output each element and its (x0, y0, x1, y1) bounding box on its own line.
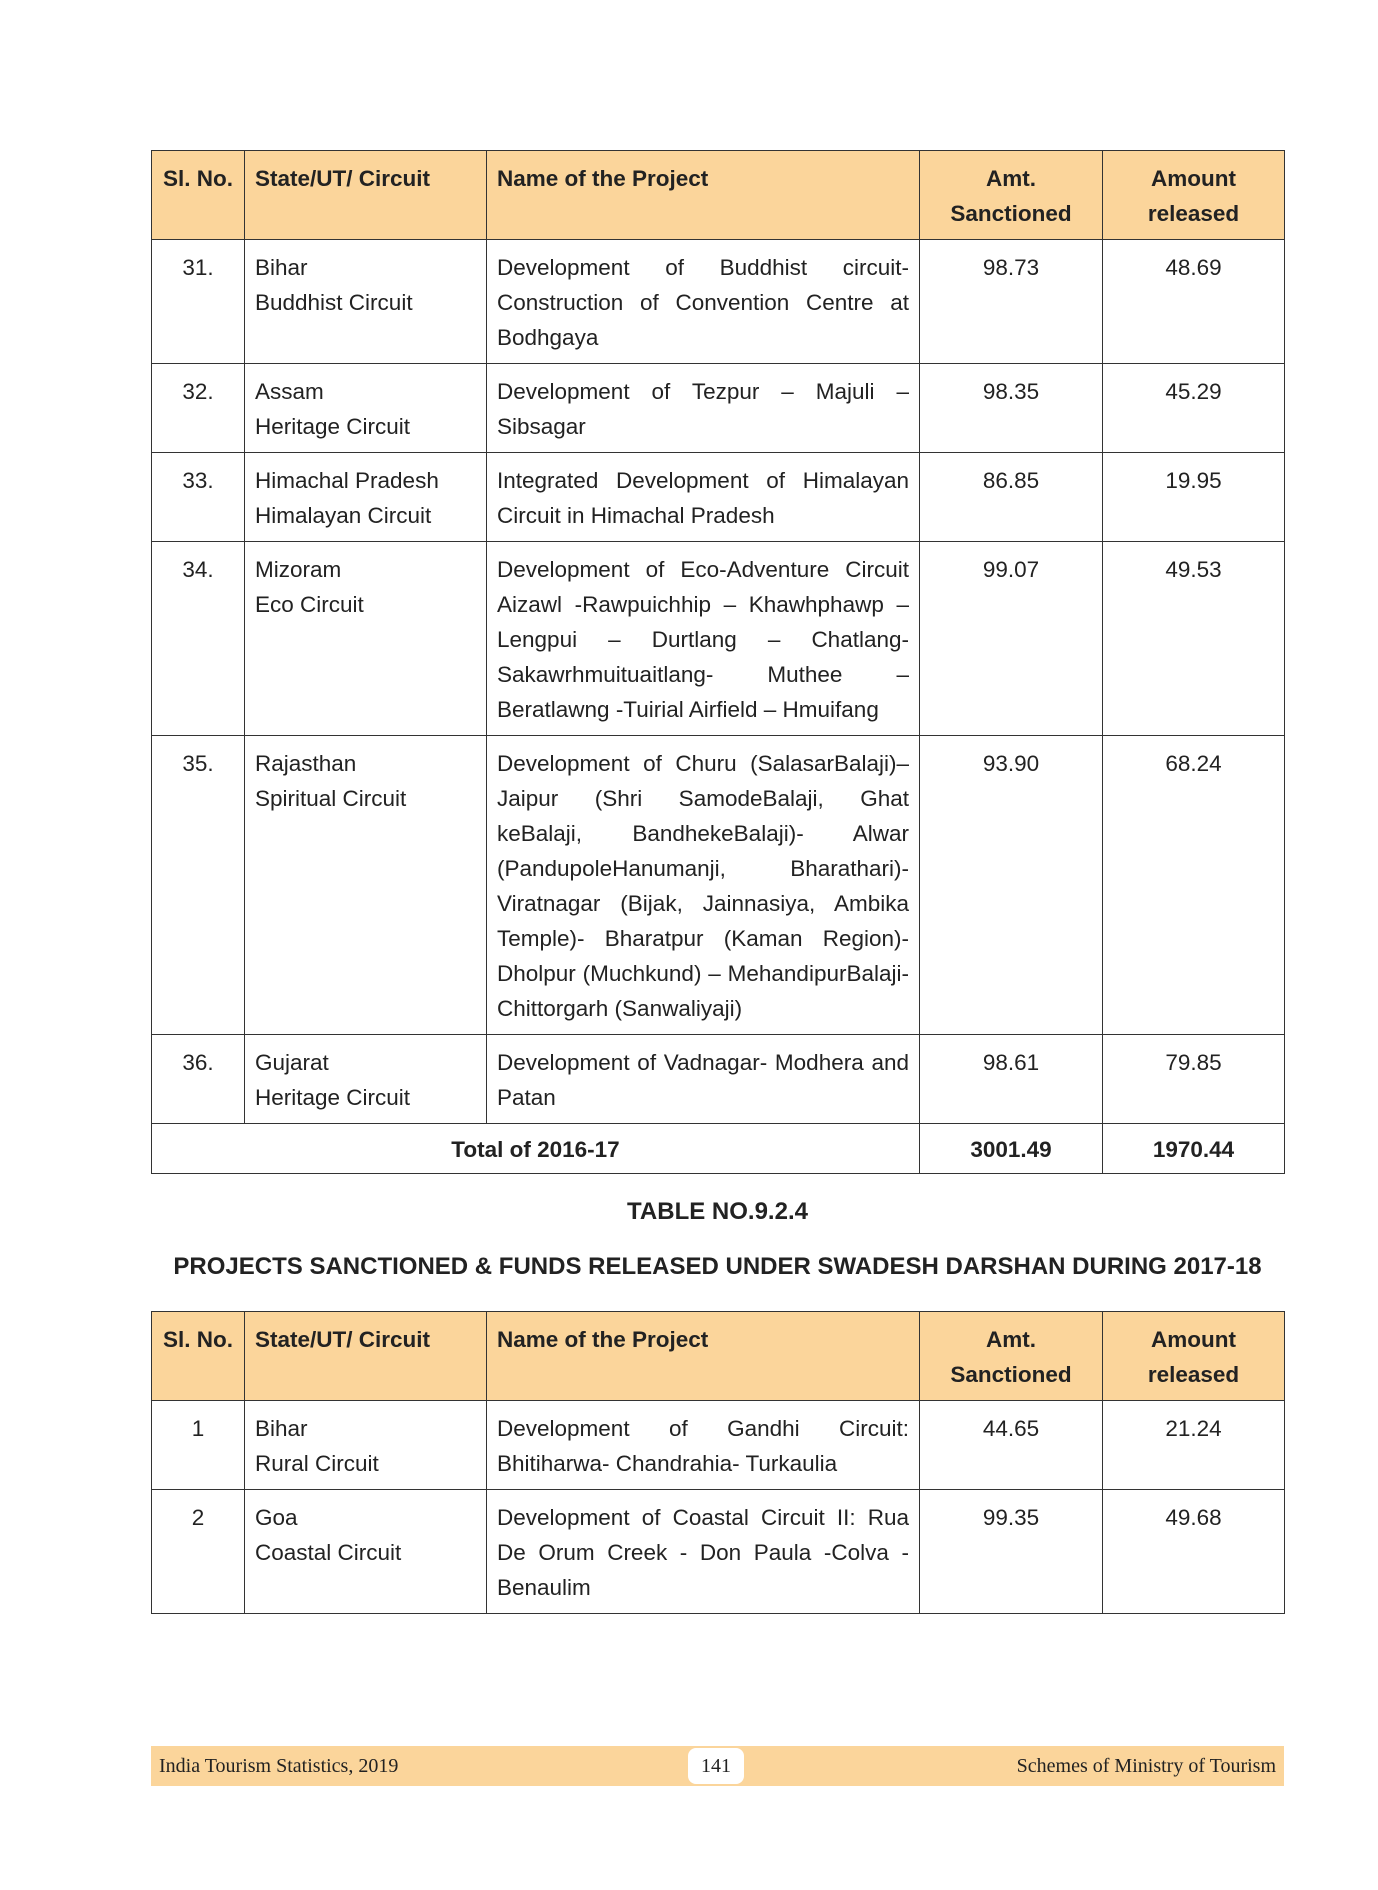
state-circuit-cell: Gujarat Heritage Circuit (245, 1035, 487, 1124)
col-header-project-name: Name of the Project (487, 1312, 920, 1401)
sanctioned-cell: 99.35 (920, 1490, 1103, 1614)
project-name-cell: Development of Vadnagar- Modhera and Patan (487, 1035, 920, 1124)
state-circuit-cell: Goa Coastal Circuit (245, 1490, 487, 1614)
table-row (152, 736, 1285, 1035)
table-row (152, 1401, 1285, 1490)
sl-no-cell: 34. (152, 542, 245, 736)
released-cell: 48.69 (1103, 240, 1285, 364)
table-header-row (152, 151, 1285, 240)
total-sanctioned: 3001.49 (920, 1124, 1103, 1174)
sanctioned-cell: 99.07 (920, 542, 1103, 736)
col-header-project-name: Name of the Project (487, 151, 920, 240)
released-cell: 21.24 (1103, 1401, 1285, 1490)
project-name-cell: Development of Gandhi Circuit: Bhitiharwa- Chandrahia- Turkaulia (487, 1401, 920, 1490)
released-cell: 49.68 (1103, 1490, 1285, 1614)
col-header-state-circuit: State/UT/ Circuit (245, 1312, 487, 1401)
project-name-cell: Development of Churu (SalasarBalaji)– Jaipur (Shri SamodeBalaji, Ghat keBalaji, BandhekeBalaji)- Alwar (PandupoleHanumanji, Bharathari)- Viratnagar (Bijak, Jainnasiya, Ambika Temple)- Bharatpur (Kaman Region)- Dholpur (Muchkund) – MehandipurBalaji- Chittorgarh (Sanwaliyaji) (487, 736, 920, 1035)
sl-no-cell: 1 (152, 1401, 245, 1490)
project-name-cell: Development of Eco-Adventure Circuit Aizawl -Rawpuichhip – Khawhphawp – Lengpui – Durtlang – Chatlang- Sakawrhmuituaitlang- Muthee – Beratlawng -Tuirial Airfield – Hmuifang (487, 542, 920, 736)
sanctioned-cell: 98.73 (920, 240, 1103, 364)
col-header-amount-released: Amount released (1103, 1312, 1285, 1401)
released-cell: 19.95 (1103, 453, 1285, 542)
projects-table-2017-18 (151, 1311, 1285, 1614)
sl-no-cell: 2 (152, 1490, 245, 1614)
state-circuit-cell: Rajasthan Spiritual Circuit (245, 736, 487, 1035)
col-header-amt-sanctioned: Amt. Sanctioned (920, 1312, 1103, 1401)
state-circuit-cell: Bihar Rural Circuit (245, 1401, 487, 1490)
col-header-sl-no: Sl. No. (152, 1312, 245, 1401)
sl-no-cell: 35. (152, 736, 245, 1035)
projects-table-2016-17 (151, 150, 1285, 1174)
sanctioned-cell: 98.61 (920, 1035, 1103, 1124)
total-row (152, 1124, 1285, 1174)
sanctioned-cell: 44.65 (920, 1401, 1103, 1490)
sanctioned-cell: 86.85 (920, 453, 1103, 542)
total-released: 1970.44 (1103, 1124, 1285, 1174)
col-header-amount-released: Amount released (1103, 151, 1285, 240)
sanctioned-cell: 93.90 (920, 736, 1103, 1035)
released-cell: 45.29 (1103, 364, 1285, 453)
page-footer (151, 1746, 1284, 1786)
state-circuit-cell: Bihar Buddhist Circuit (245, 240, 487, 364)
project-name-cell: Development of Tezpur – Majuli – Sibsagar (487, 364, 920, 453)
released-cell: 49.53 (1103, 542, 1285, 736)
project-name-cell: Development of Coastal Circuit II: Rua De Orum Creek - Don Paula -Colva - Benaulim (487, 1490, 920, 1614)
sl-no-cell: 31. (152, 240, 245, 364)
table-row (152, 364, 1285, 453)
footer-publication-title: India Tourism Statistics, 2019 (159, 1755, 399, 1777)
table-row (152, 240, 1285, 364)
table-row (152, 542, 1285, 736)
sl-no-cell: 33. (152, 453, 245, 542)
table-row (152, 1490, 1285, 1614)
col-header-amt-sanctioned: Amt. Sanctioned (920, 151, 1103, 240)
released-cell: 68.24 (1103, 736, 1285, 1035)
footer-chapter-title: Schemes of Ministry of Tourism (1016, 1755, 1276, 1777)
state-circuit-cell: Assam Heritage Circuit (245, 364, 487, 453)
sl-no-cell: 36. (152, 1035, 245, 1124)
table-subtitle-heading: PROJECTS SANCTIONED & FUNDS RELEASED UNDER SWADESH DARSHAN DURING 2017-18 (173, 1253, 1262, 1280)
sanctioned-cell: 98.35 (920, 364, 1103, 453)
project-name-cell: Development of Buddhist circuit- Construction of Convention Centre at Bodhgaya (487, 240, 920, 364)
project-name-cell: Integrated Development of Himalayan Circuit in Himachal Pradesh (487, 453, 920, 542)
col-header-state-circuit: State/UT/ Circuit (245, 151, 487, 240)
released-cell: 79.85 (1103, 1035, 1285, 1124)
page-number: 141 (688, 1748, 744, 1784)
table-row (152, 1035, 1285, 1124)
state-circuit-cell: Mizoram Eco Circuit (245, 542, 487, 736)
state-circuit-cell: Himachal Pradesh Himalayan Circuit (245, 453, 487, 542)
sl-no-cell: 32. (152, 364, 245, 453)
col-header-sl-no: Sl. No. (152, 151, 245, 240)
table-row (152, 453, 1285, 542)
table-header-row (152, 1312, 1285, 1401)
table-number-heading: TABLE NO.9.2.4 (627, 1198, 808, 1225)
total-label: Total of 2016-17 (152, 1124, 920, 1174)
